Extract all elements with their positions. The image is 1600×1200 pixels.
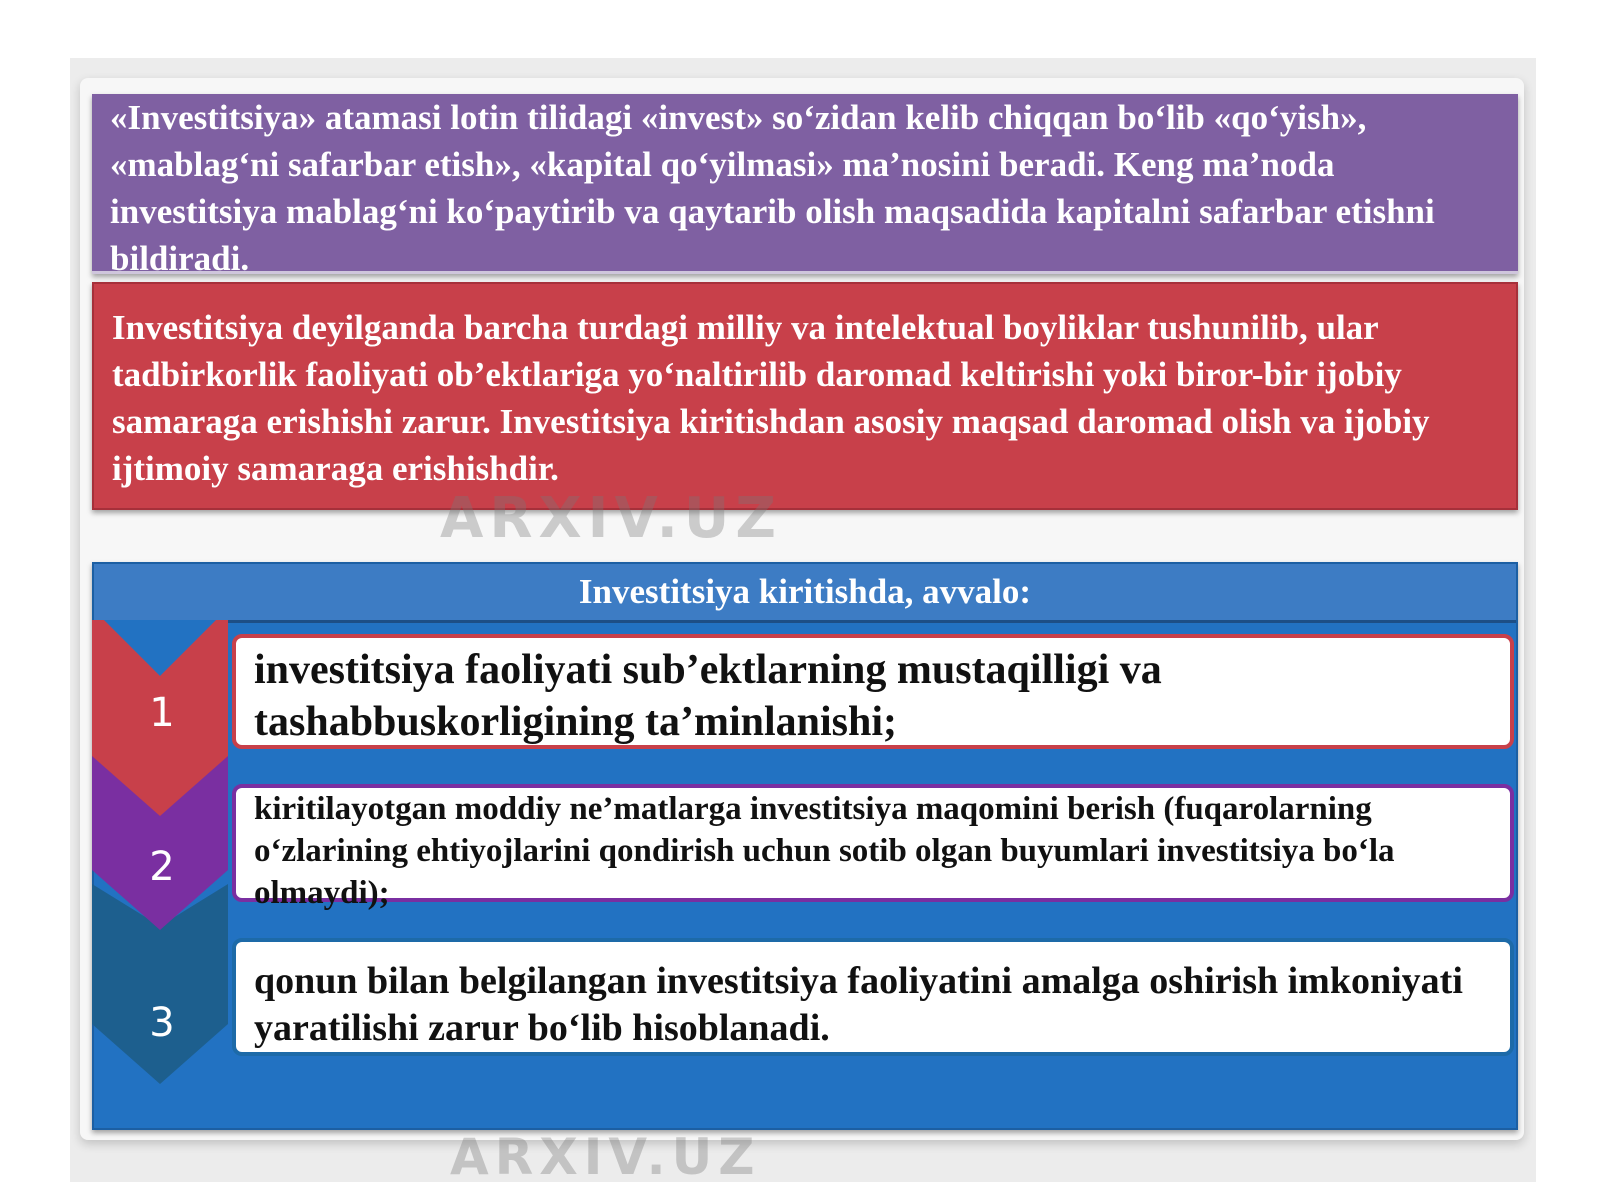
step-2-text: kiritilayotgan moddiy ne’matlarga investitsiya maqomini berish (fuqarolarning o‘zlarining ehtiyojlarini qondirish uchun sotib olgan buyumlari investitsiya bo‘la olmaydi); <box>254 791 1395 911</box>
investment-meaning-text: Investitsiya deyilganda barcha turdagi milliy va intelektual boyliklar tushunilib, ular tadbirkorlik faoliyati ob’ektlariga yo‘naltirilib daromad keltirishi yoki biror-bir ijobiy samaraga erishishi zarur. Investitsiya kiritishdan asosiy maqsad daromad olish va ijobiy ijtimoiy samaraga erishishdir. <box>112 308 1430 488</box>
step-1-text-box <box>232 634 1514 749</box>
slide-content <box>80 78 1524 1186</box>
step-1-number: 1 <box>149 690 175 736</box>
investment-meaning-box <box>92 282 1518 510</box>
conditions-panel <box>92 562 1518 1130</box>
step-2-text-box <box>232 784 1514 911</box>
step-2-number: 2 <box>149 844 175 890</box>
watermark-logo-bottom: ARXIV.UZ <box>450 1128 761 1186</box>
watermark-logo: ARXIV.UZ <box>440 486 782 551</box>
step-3-text-box <box>232 938 1514 1056</box>
step-3-number: 3 <box>149 1000 175 1046</box>
slide-frame <box>70 58 1536 1186</box>
conditions-header: Investitsiya kiritishda, avvalo: <box>94 564 1516 623</box>
definition-box <box>92 94 1518 278</box>
step-1-text: investitsiya faoliyati sub’ektlarning mustaqilligi va tashabbuskorligining ta’minlanishi; <box>254 647 1162 745</box>
definition-text: «Investitsiya» atamasi lotin tilidagi «invest» so‘zidan kelib chiqqan bo‘lib «qo‘yish», «mablag‘ni safarbar etish», «kapital qo‘yilmasi» ma’nosini beradi. Keng ma’noda investitsiya mablag‘ni ko‘paytirib va qaytarib olish maqsadida kapitalni safarbar etishni bildiradi. <box>110 98 1435 278</box>
step-3-text: qonun bilan belgilangan investitsiya faoliyatini amalga oshirish imkoniyati yaratilishi zarur bo‘lib hisoblanadi. <box>254 960 1463 1049</box>
